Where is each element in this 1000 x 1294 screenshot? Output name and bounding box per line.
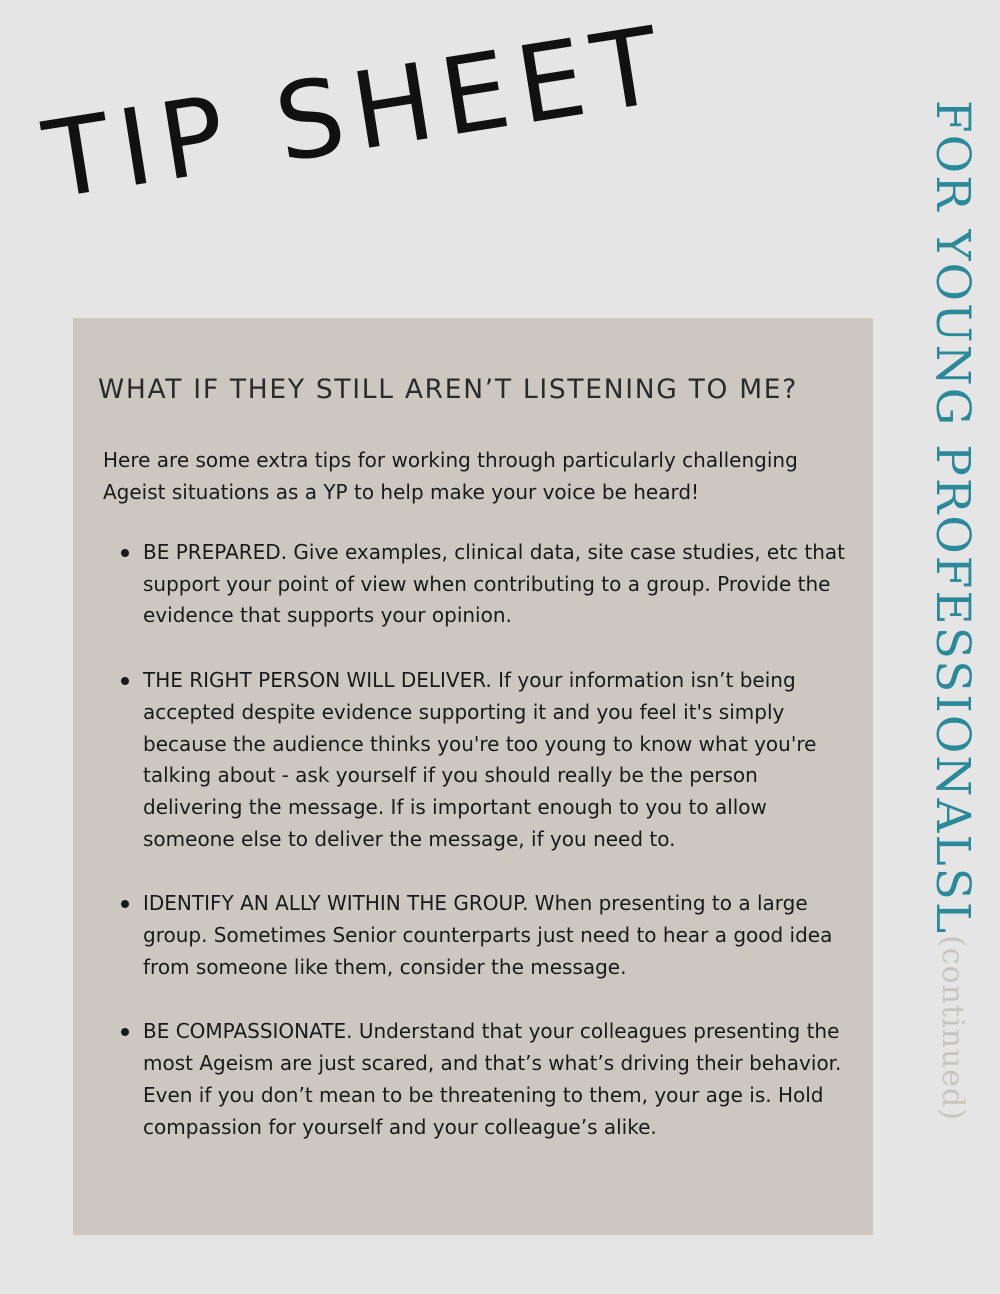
tip-be-prepared	[143, 537, 848, 632]
tip-text: BE PREPARED. Give examples, clinical data, site case studies, etc that support your point of view when contributing to a group. Provide the evidence that supports your opinion.	[143, 540, 846, 628]
tip-identify-ally	[143, 888, 848, 983]
bullet-icon	[121, 677, 129, 685]
side-title-main: FOR YOUNG PROFESSIONALSL	[925, 100, 980, 936]
tip-text: THE RIGHT PERSON WILL DELIVER. If your information isn’t being accepted despite evidence supporting it and you feel it's simply because the audience thinks you're too young to know what you're talking about - ask yourself if you should really be the person delivering the message. If is important enough to you to allow someone else to deliver the message, if you need to.	[143, 668, 817, 851]
page-title: TIP SHEET	[36, 2, 678, 223]
bullet-icon	[121, 1028, 129, 1036]
bullet-icon	[121, 900, 129, 908]
panel-heading: WHAT IF THEY STILL AREN’T LISTENING TO ME?	[98, 374, 798, 405]
tips-panel	[73, 318, 873, 1235]
tip-be-compassionate	[143, 1016, 848, 1143]
side-title	[922, 100, 982, 1280]
tip-text: BE COMPASSIONATE. Understand that your colleagues presenting the most Ageism are just scared, and that’s what’s driving their behavior. Even if you don’t mean to be threatening to them, your age is. Hold compassion for yourself and your colleague’s alike.	[143, 1019, 842, 1139]
tips-list	[143, 537, 848, 1176]
tip-right-person	[143, 665, 848, 855]
tip-text: IDENTIFY AN ALLY WITHIN THE GROUP. When presenting to a large group. Sometimes Senior counterparts just need to hear a good idea from someone like them, consider the message.	[143, 891, 833, 979]
side-title-continued: (continued)	[935, 935, 970, 1121]
bullet-icon	[121, 549, 129, 557]
intro-paragraph: Here are some extra tips for working through particularly challenging Ageist situations as a YP to help make your voice be heard!	[103, 448, 798, 504]
